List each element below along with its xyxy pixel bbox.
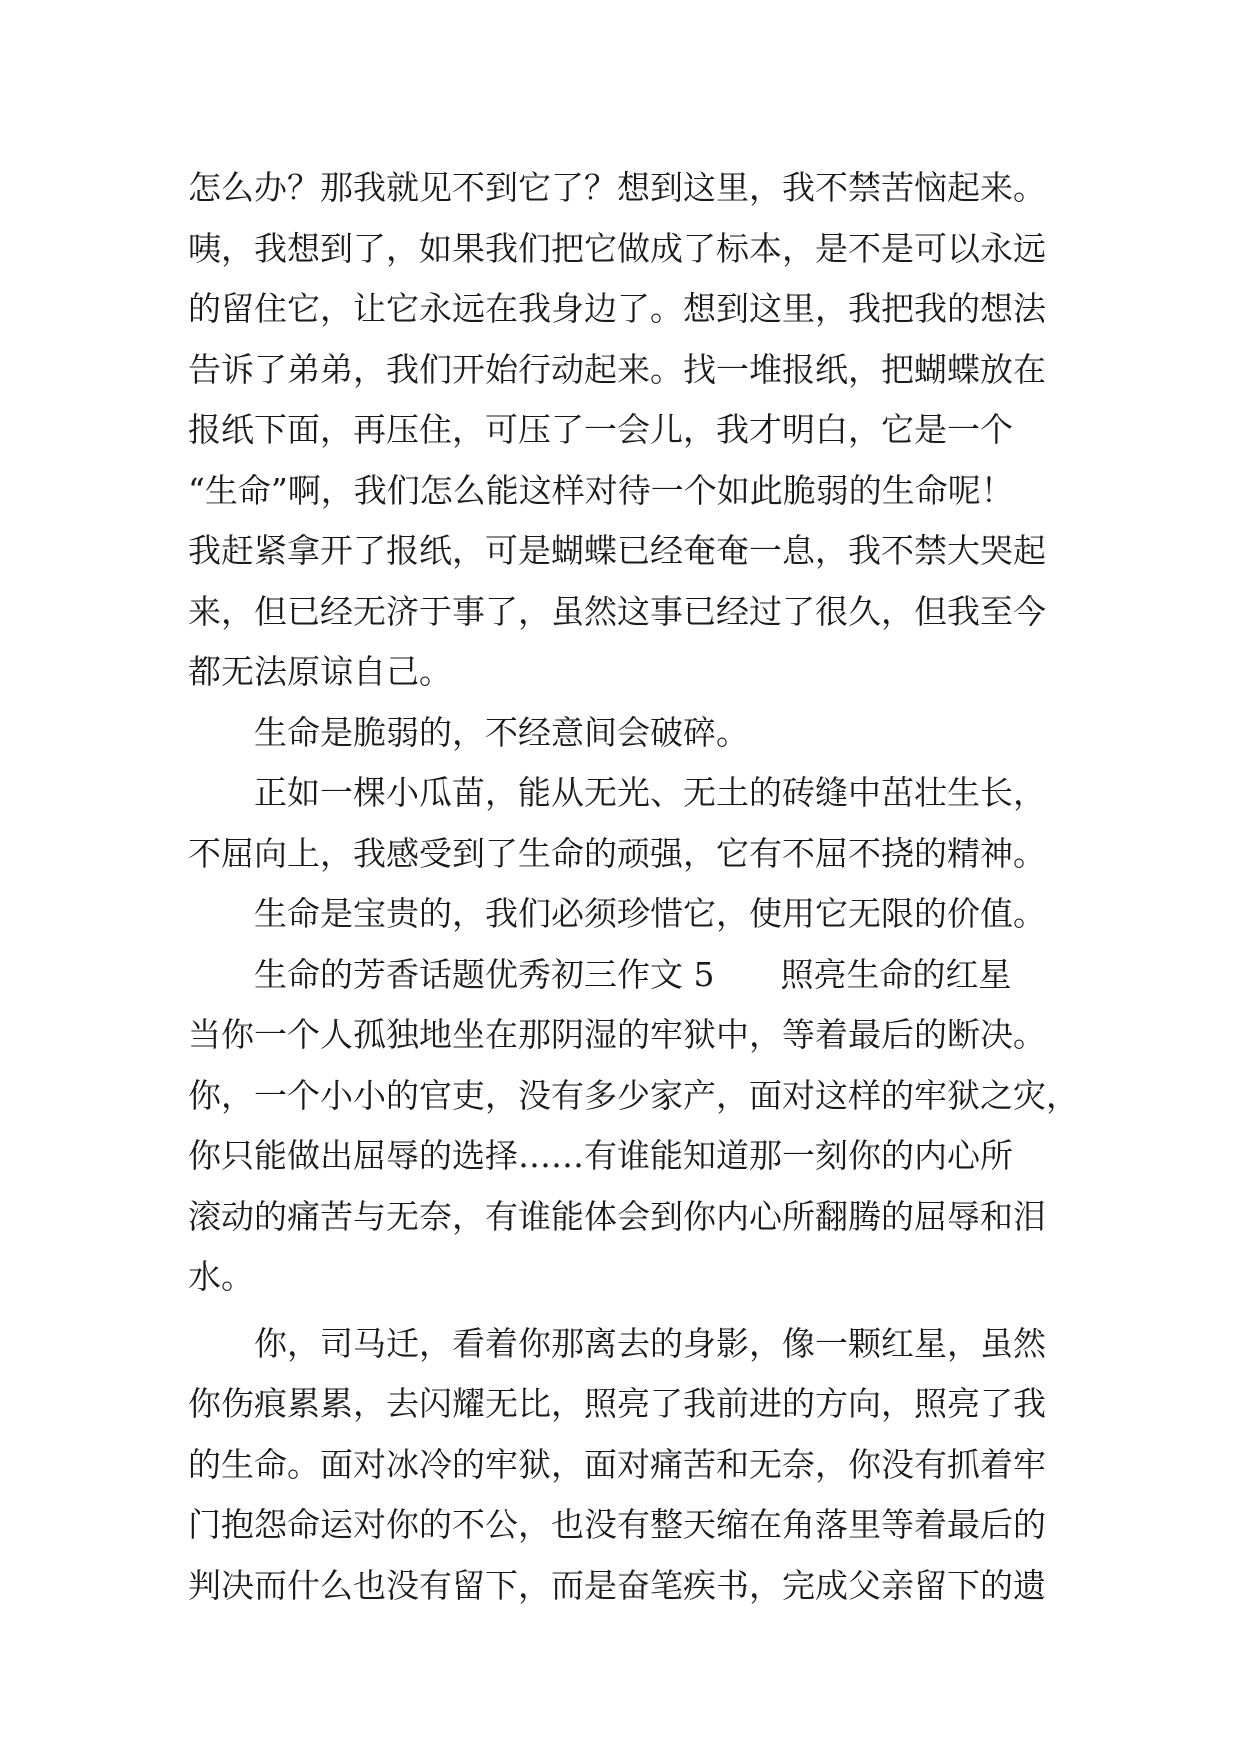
text-line: 水。 <box>188 1257 254 1296</box>
text-line: 你只能做出屈辱的选择……有谁能知道那一刻你的内心所 <box>188 1136 1013 1175</box>
text-line: 滚动的痛苦与无奈，有谁能体会到你内心所翻腾的屈辱和泪 <box>188 1196 1046 1236</box>
body-text <box>188 158 1079 1616</box>
text-line: 你，司马迁，看着你那离去的身影，像一颗红星，虽然 <box>254 1323 1046 1363</box>
text-line: 都无法原谅自己。 <box>188 652 452 691</box>
text-line: 的留住它，让它永远在我身边了。想到这里，我把我的想法 <box>188 289 1046 328</box>
text-line: 生命是脆弱的，不经意间会破碎。 <box>254 712 749 752</box>
text-line: 来，但已经无济于事了，虽然这事已经过了很久，但我至今 <box>188 591 1046 631</box>
text-line: 我赶紧拿开了报纸，可是蝴蝶已经奄奄一息，我不禁大哭起 <box>188 531 1046 570</box>
text-line: 生命的芳香话题优秀初三作文 5 照亮生命的红星 <box>254 954 1012 994</box>
text-line: 判决而什么也没有留下，而是奋笔疾书，完成父亲留下的遗 <box>188 1565 1046 1605</box>
text-line: 你，一个小小的官吏，没有多少家产，面对这样的牢狱之灾， <box>188 1075 1079 1115</box>
text-line: 正如一棵小瓜苗，能从无光、无土的砖缝中茁壮生长， <box>254 773 1046 812</box>
text-line: 报纸下面，再压住，可压了一会儿，我才明白，它是一个 <box>188 410 1013 449</box>
text-line: 的生命。面对冰冷的牢狱，面对痛苦和无奈，你没有抓着牢 <box>188 1444 1046 1484</box>
text-line: 告诉了弟弟，我们开始行动起来。找一堆报纸，把蝴蝶放在 <box>188 349 1046 389</box>
text-line: 生命是宝贵的，我们必须珍惜它，使用它无限的价值。 <box>254 894 1046 933</box>
text-line: 当你一个人孤独地坐在那阴湿的牢狱中，等着最后的断决。 <box>188 1015 1046 1054</box>
text-line: 咦，我想到了，如果我们把它做成了标本，是不是可以永远 <box>188 228 1046 268</box>
text-line: 怎么办？那我就见不到它了？想到这里，我不禁苦恼起来。 <box>188 168 1046 207</box>
text-line: 你伤痕累累，去闪耀无比，照亮了我前进的方向，照亮了我 <box>188 1384 1046 1423</box>
text-line: 门抱怨命运对你的不公，也没有整天缩在角落里等着最后的 <box>188 1505 1046 1544</box>
text-line: 不屈向上，我感受到了生命的顽强，它有不屈不挠的精神。 <box>188 833 1046 873</box>
text-line: “生命”啊，我们怎么能这样对待一个如此脆弱的生命呢！ <box>188 470 1014 510</box>
